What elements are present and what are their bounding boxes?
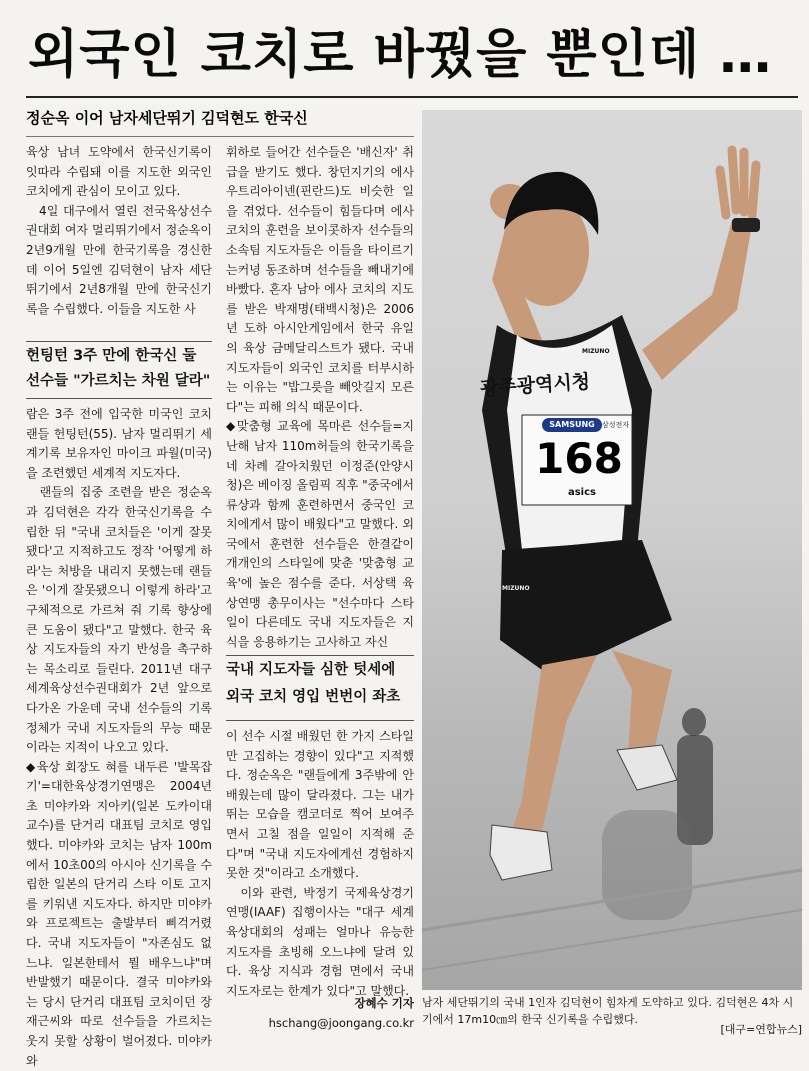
mid-title-rule: [26, 398, 212, 399]
article-column-1-bottom: [26, 405, 212, 1068]
bib-sponsor-logo: SAMSUNG: [542, 418, 602, 432]
photo-caption: [422, 994, 802, 1042]
subheadline-rule: [26, 136, 414, 137]
article-text: 람은 3주 전에 입국한 미국인 코치 랜들 헌팅턴(55). 남자 멀리뛰기 세계기록 보유자인 마이크 파월(미국)을 조련했던 세계적 지도자다. 랜들의 집중 조련을 받은 정순옥과 김덕현은 각각 한국신기록을 수립한 뒤 "국내 코치들은 '이게 잘못됐다'고 지적하고도 정작 '어떻게 하라'는 처방을 내리지 못했는데 랜들은 '이게 잘못됐으니 이렇게 하라'고 구체적으로 가르쳐 줘 기록 향상에 큰 도움이 됐다"고 말했다. 한국 육상 지도자들의 자기 반성을 촉구하는 목소리로 들린다. 2011년 대구 세계육상선수권대회가 2년 앞으로 다가온 가운데 국내 선수들의 기록 정체가 국내 지도자들의 무능 때문이라는 지적이 나오고 있다. ◆육상 회장도 혀를 내두른 '발목잡기'=대한육상경기연맹은 2004년 초 미야카와 지아키(일본 도카이대 교수)를 단거리 대표팀 코치로 영입했다. 미야카와 코치는 남자 100m에서 10초00의 아시아 신기록을 수립한 일본의 단거리 스타 이토 고지를 키워낸 지도자다. 하지만 미야카와 프로젝트는 출발부터 삐걱거렸다. 국내 지도자들이 "자존심도 없느냐. 일본한테서 뭘 배우느냐"며 반발했기 때문이다. 결국 미야카와는 당시 단거리 대표팀 코치이던 장재근씨와 따로 선수들을 가르치는 웃지 못할 상황이 벌어졌다. 미야카와: [26, 407, 212, 1068]
article-text: 이 선수 시절 배웠던 한 가지 스타일만 고집하는 경향이 있다"고 지적했다. 정순옥은 "랜들에게 3주밖에 안 배웠는데 많이 달라졌다. 그는 내가 뛰는 모습을 캠코더로 찍어 보여주면서 고칠 점을 일일이 지적해 준다"며 "국내 지도자에게선 경험하지 못한 것"이라고 소개했다. 이와 관련, 박정기 국제육상경기연맹(IAAF) 집행이사는 "대구 세계육상대회의 성패는 얼마나 유능한 지도자를 초빙해 오느냐에 달려 있다. 육상 지식과 경험 면에서 국내 지도자로는 한계가 있다"고 말했다.: [226, 729, 414, 998]
article-text: 육상 남녀 도약에서 한국신기록이 잇따라 수립돼 이를 지도한 외국인 코치에게 관심이 모이고 있다. 4일 대구에서 열린 전국육상선수권대회 여자 멀리뛰기에서 정순옥이 2년9개월 만에 한국기록을 경신한 데 이어 5일엔 김덕현이 남자 세단뛰기에서 2년8개월 만에 한국신기록을 수립했다. 이들을 지도한 사: [26, 145, 212, 316]
article-column-2-top: [226, 143, 414, 653]
bib-team-name: 광주광역시청: [479, 370, 591, 401]
mid-title-1-line-2: 선수들 "가르치는 차원 달라": [26, 373, 211, 389]
headline-rule: [26, 96, 798, 98]
headline: 외국인 코치로 바꿨을 뿐인데 …: [28, 25, 773, 85]
article-column-1-top: [26, 143, 212, 341]
mid-title-2-line-1: 국내 지도자들 심한 텃세에: [226, 662, 396, 678]
uniform-brand: MIZUNO: [582, 348, 610, 355]
byline-name: 장혜수 기자: [354, 996, 414, 1010]
mid-title-1-line-1: 헌팅턴 3주 만에 한국신 둘: [26, 348, 197, 364]
bib-brand: asics: [567, 487, 596, 498]
triple-jump-photo-illustration: [422, 110, 802, 990]
byline-email: hschang@joongang.co.kr: [268, 1016, 414, 1030]
caption-text: 남자 세단뛰기의 국내 1인자 김덕현이 힘차게 도약하고 있다. 김덕현은 4차 시기에서 17m10㎝의 한국 신기록을 수립했다.: [422, 996, 794, 1026]
photo-credit: [대구=연합뉴스]: [720, 1023, 802, 1036]
shorts-brand: MIZUNO: [502, 585, 530, 592]
mid-title-2-line-2: 외국 코치 영입 번번이 좌초: [226, 689, 401, 705]
bib-number: 168: [535, 434, 623, 483]
article-text: 휘하로 들어간 선수들은 '배신자' 취급을 받기도 했다. 창던지기의 에사 우트리아이넨(핀란드)도 비슷한 일을 겪었다. 선수들이 힘들다며 에사 코치의 훈련을 보이콧하자 선수들의 소속팀 지도자들은 이들을 타이르기는커녕 동조하며 선수들을 빼내기에 바빴다. 혼자 남아 에사 코치의 지도를 받은 박재명(태백시청)은 2006년 도하 아시안게임에서 한국 유일의 육상 금메달리스트가 됐다. 국내 지도자들이 외국인 코치를 터부시하는 이유는 "밥그릇을 빼앗길지 모른다"는 피해 의식 때문이다. ◆맞춤형 교육에 목마른 선수들=지난해 남자 110m허들의 한국기록을 네 차례 갈아치웠던 이정준(안양시청)은 베이징 올림픽 직후 "중국에서 류샹과 함께 훈련하면서 중국인 코치에게서 많이 배웠다"고 말했다. 외국에서 훈련한 선수들은 한결같이 개개인의 스타일에 맞춘 '맞춤형 교육'에 높은 점수를 준다. 서상택 육상연맹 총무이사는 "선수마다 스타일이 다른데도 국내 지도자들은 지식을 응용하기는 고사하고 자신: [226, 145, 414, 649]
article-column-2-bottom: [226, 727, 414, 998]
bib-sponsor-korean: 삼성전자: [602, 421, 630, 429]
mid-title-rule: [226, 720, 414, 721]
subheadline: 정순옥 이어 남자세단뛰기 김덕현도 한국신: [26, 109, 308, 127]
athlete-photo: [422, 110, 802, 990]
